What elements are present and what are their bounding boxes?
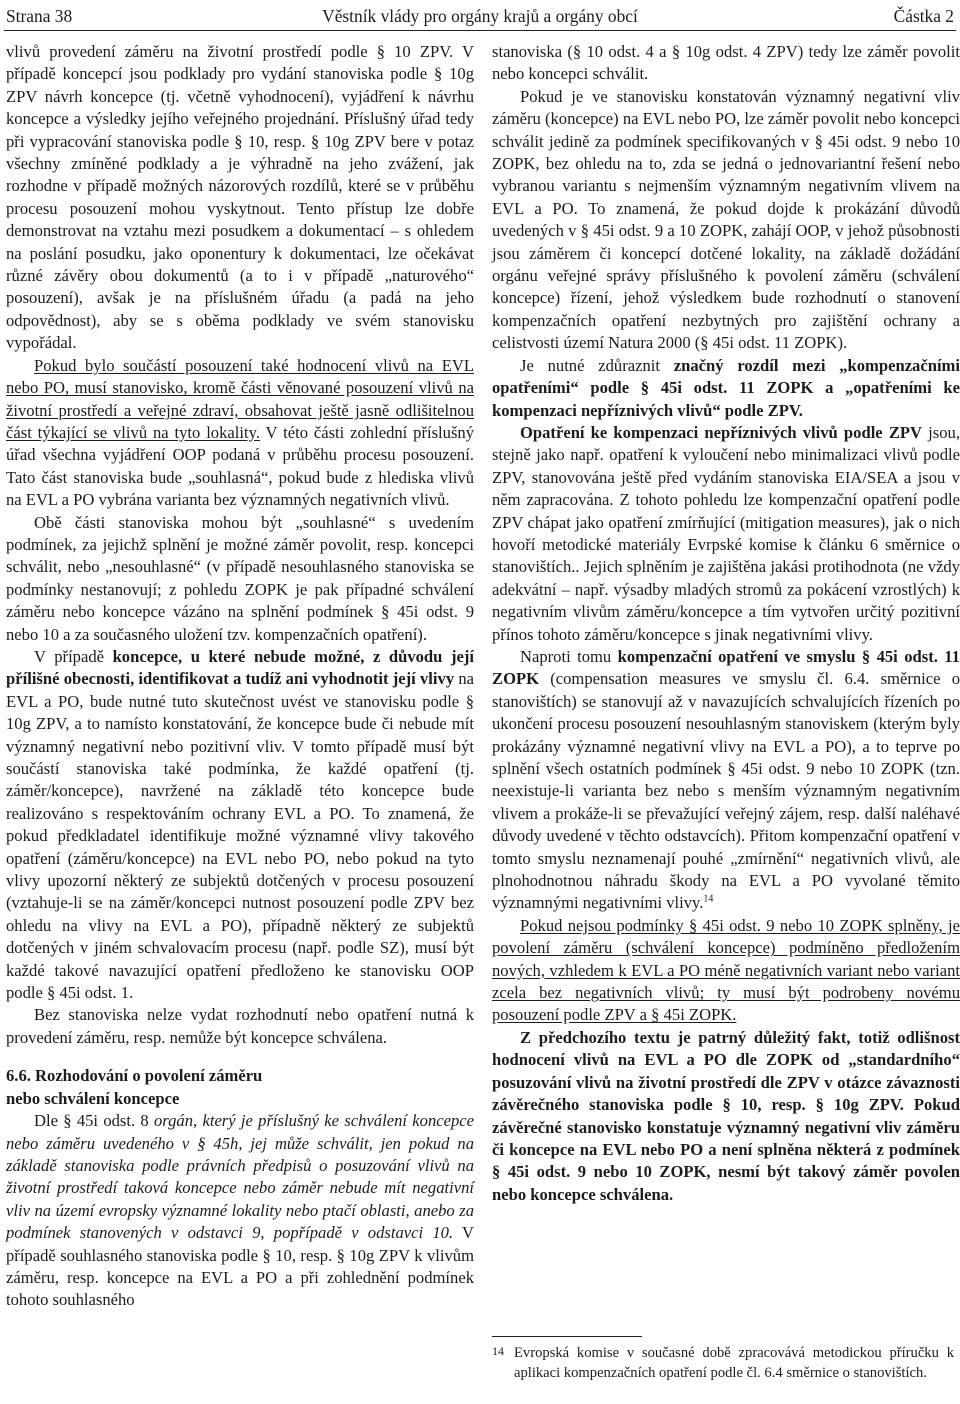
footnote-rule: [492, 1336, 642, 1337]
paragraph: [492, 915, 960, 1027]
paragraph-text: V této části zohlední příslušný úřad všechna vyjádření OOP podaná v průběhu procesu posouzení. Tato část stanoviska bude „souhlasná“, pokud bude z hlediska vlivů na EVL a PO vybrána varianta bez významných negativních vlivů.: [6, 422, 475, 510]
italic-quote: orgán, který je příslušný ke schválení koncepce nebo záměru uvedeného v § 45h, jej může schválit, jen pokud na základě stanoviska podle právních předpisů o posuzování vlivů na životní prostředí taková koncepce nebo záměr nebude mít negativní vliv na území evropsky významné lokality nebo ptačí oblasti, anebo za podmínek stanovených v odstavci 9, popřípadě v odstavci 10.: [6, 1111, 474, 1243]
underlined-text: Pokud bylo součástí posouzení také hodnocení vlivů na EVL nebo PO, musí stanovisko, kromě části věnované posouzení vlivů na životní prostředí a veřejné zdraví, obsahovat ještě jasně odlišitelnou část týkající se vlivů na tyto lokality.: [6, 355, 474, 442]
paragraph: Z předchozího textu je patrný důležitý fakt, totiž odlišnost hodnocení vlivů na EVL a PO dle ZOPK od „standardního“ posuzování vlivů na životní prostředí dle ZPV v otázce závaznosti závěrečného stanoviska podle § 10, resp. § 10g ZPV. Pokud závěrečné stanovisko konstatuje významný negativní vliv záměru či koncepce na EVL nebo PO a není splněna některá z podmínek § 45i odst. 9 nebo 10 ZOPK, nesmí být takový záměr povolen nebo koncepce schválena.: [492, 1027, 960, 1204]
bold-text: kompenzační opatření ve smyslu § 45i odst. 11 ZOPK: [492, 646, 960, 689]
footnote-number: 14: [492, 1344, 504, 1358]
paragraph: [6, 646, 474, 1005]
paragraph: Pokud je ve stanovisku konstatován významný negativní vliv záměru (koncepce) na EVL nebo PO, lze záměr povolit nebo koncepci schválit jedině za podmínek specifikovaných v § 45i odst. 9 nebo 10 ZOPK, bez ohledu na to, zda se jedná o jednovariantní řešení nebo vybranou variantu s nejmenším významným negativním vlivem na EVL a PO. To znamená, že pokud dojde k prokázání důvodů uvedených v § 45i odst. 9 a 10 ZOPK, zahájí OOP, v jehož působnosti jsou záměrem či koncepcí dotčené lokality, na základě dožádání orgánu veřejné správy příslušného k povolení záměru (schválení koncepce) řízení, jehož výsledkem bude rozhodnutí o stanovení kompenzačních opatření nezbytných pro zajištění ochrany a celistvosti území Natura 2000 (§ 45i odst. 11 ZOPK).: [492, 86, 960, 353]
bold-text: Opatření ke kompenzaci nepříznivých vlivů podle ZPV: [520, 422, 923, 442]
publication-title: Věstník vlády pro orgány krajů a orgány obcí: [322, 6, 638, 26]
page-number: Strana 38: [6, 6, 73, 26]
paragraph-text: Je nutné zdůraznit: [520, 355, 674, 375]
footnote-reference[interactable]: 14: [703, 893, 714, 905]
paragraph-text: V případě souhlasného stanoviska podle § 10, resp. § 10g ZPV k vlivům záměru, resp. koncepce na EVL a PO a při zohlednění podmínek tohoto souhlasného: [6, 1223, 474, 1310]
paragraph: Bez stanoviska nelze vydat rozhodnutí nebo opatření nutná k provedení záměru, resp. nemůže být koncepce schválena.: [6, 1005, 474, 1047]
issue-number: Částka 2: [893, 6, 954, 26]
paragraph-text: Dle § 45i odst. 8: [34, 1111, 154, 1131]
paragraph-text: jsou, stejně jako např. opatření k vyloučení nebo minimalizaci vlivů podle ZPV, stanovována ještě před vydáním stanoviska EIA/SEA a jsou v něm zapracována. Z tohoto pohledu lze kompenzační opatření podle ZPV chápat jako opatření zmírňující (mitigation measures), jak o nich hovoří metodické materiály Evrpské komise k článku 6 směrnice o stanovištích.. Jejich splněním je zajištěna jakási protihodnota (ne vždy adekvátní – např. výsadby mladých stromů za pokácení vzrostlých) k negativním vlivům záměru/koncepce a tím vytvořen určitý pozitivní přínos tohoto záměru/koncepce s jinak negativními vlivy.: [492, 422, 960, 644]
header-rule: [4, 30, 956, 31]
left-column: [6, 41, 474, 1312]
paragraph: [492, 422, 960, 646]
right-column: [492, 41, 960, 1206]
paragraph-text: Naproti tomu: [520, 646, 618, 666]
paragraph-text: (compensation measures ve smyslu čl. 6.4. směrnice o stanovištích) se stanovují až v navazujících schvalujících řízeních po ukončení procesu posouzení nesouhlasným stanoviskem (kterým byly prokázány významné negativní vlivy na EVL a PO), a to teprve po splnění všech ostatních podmínek § 45i odst. 9 nebo 10 ZOPK (tzn. neexistuje-li varianta bez nebo s menším významným negativním vlivem a prokáže-li se převažující veřejný zájem, resp. další naléhavé důvody uvedené v těchto odstavcích). Přitom kompenzační opatření v tomto smyslu neznamenají pouhé „zmírnění“ negativních vlivů, ale plnohodnotnou náhradu škody na EVL a PO vyvolané těmito významnými negativními vlivy.: [492, 669, 960, 913]
bold-text: značný rozdíl mezi „kompenzačními opatřeními“ podle § 45i odst. 11 ZOPK a „opatřeními ke kompenzaci nepříznivých vlivů“ podle ZPV.: [492, 355, 960, 420]
paragraph: [6, 355, 474, 512]
paragraph-text: V případě: [34, 646, 113, 666]
section-heading-line: nebo schválení koncepce: [6, 1088, 180, 1108]
page-header: [6, 6, 954, 30]
section-heading-line: 6.6. Rozhodování o povolení záměru: [6, 1066, 263, 1086]
footnote-text: Evropská komise v současné době zpracovává metodickou příručku k aplikaci kompenzačních opatření podle čl. 6.4 směrnice o stanovištích.: [514, 1345, 954, 1381]
paragraph: Obě části stanoviska mohou být „souhlasné“ s uvedením podmínek, za jejichž splnění je možné záměr povolit, resp. koncepci schválit, nebo „nesouhlasné“ (v případě nesouhlasného stanoviska se podmínky nestanovují; z pohledu ZOPK je pak případné schválení záměru nebo koncepce vázáno na splnění podmínek § 45i odst. 9 nebo 10 a za současného uložení tzv. kompenzačních opatření).: [6, 512, 474, 644]
paragraph: [6, 1110, 474, 1312]
footnote: [492, 1344, 954, 1383]
underlined-text: Pokud nejsou podmínky § 45i odst. 9 nebo 10 ZOPK splněny, je povolení záměru (schválení koncepce) podmíněno předložením nových, vzhledem k EVL a PO méně negativních variant nebo variant zcela bez negativních vlivů; ty musí být podrobeny novému posouzení podle ZPV a § 45i ZOPK.: [492, 915, 960, 1025]
paragraph: [492, 646, 960, 915]
paragraph: stanoviska (§ 10 odst. 4 a § 10g odst. 4 ZPV) tedy lze záměr povolit nebo koncepci schválit.: [492, 42, 960, 84]
bold-text: koncepce, u které nebude možné, z důvodu její přílišné obecnosti, identifikovat a tudíž ani vyhodnotit její vlivy: [6, 646, 474, 689]
paragraph-text: na EVL a PO, bude nutné tuto skutečnost uvést ve stanovisku podle § 10g ZPV, a to namísto konstatování, že koncepce bude či nebude mít významný negativní nebo pozitivní vliv. V tomto případě musí být součástí stanoviska také podmínka, že každé opatření (tj. záměr/koncepce), navržené na základě této koncepce bude realizováno s respektováním ochrany EVL a PO. To znamená, že pokud předkladatel identifikuje možné významné vlivy takového opatření (záměru/koncepce) na EVL nebo PO, nebo pokud na tyto vlivy upozorní některý ze subjektů dotčených v procesu posouzení (vztahuje-li se na záměr/koncepci nutnost posouzení podle ZPV bez ohledu na vlivy na EVL a PO), případně některý ze subjektů dotčených v jiném schvalovacím procesu (např. podle SZ), musí být každé takové navazující opatření předloženo ke stanovisku OOP podle § 45i odst. 1.: [6, 669, 474, 1003]
section-heading: [6, 1065, 474, 1110]
paragraph: [492, 355, 960, 422]
paragraph: vlivů provedení záměru na životní prostředí podle § 10 ZPV. V případě koncepcí jsou podklady pro vydání stanoviska podle § 10g ZPV návrh koncepce (tj. včetně vyhodnocení), vyjádření k návrhu koncepce a výsledky jejího veřejného projednání. Příslušný úřad tedy při vypracování stanoviska podle § 10, resp. § 10g ZPV bere v potaz všechny zmíněné podklady a je výhradně na jeho zvážení, jak rozhodne v případě možných názorových rozdílů, které se v průběhu procesu posouzení mohou vyskytnout. Tento přístup lze dobře demonstrovat na vztahu mezi posudkem a dokumentací – s ohledem na poslání posudku, jako oponentury k dokumentaci, lze očekávat různé závěry obou dokumentů (a to i v případě „naturového“ posouzení), avšak je na příslušném úřadu (a padá na jeho odpovědnost), aby se s oběma podklady ve svém stanovisku vypořádal.: [6, 42, 474, 353]
